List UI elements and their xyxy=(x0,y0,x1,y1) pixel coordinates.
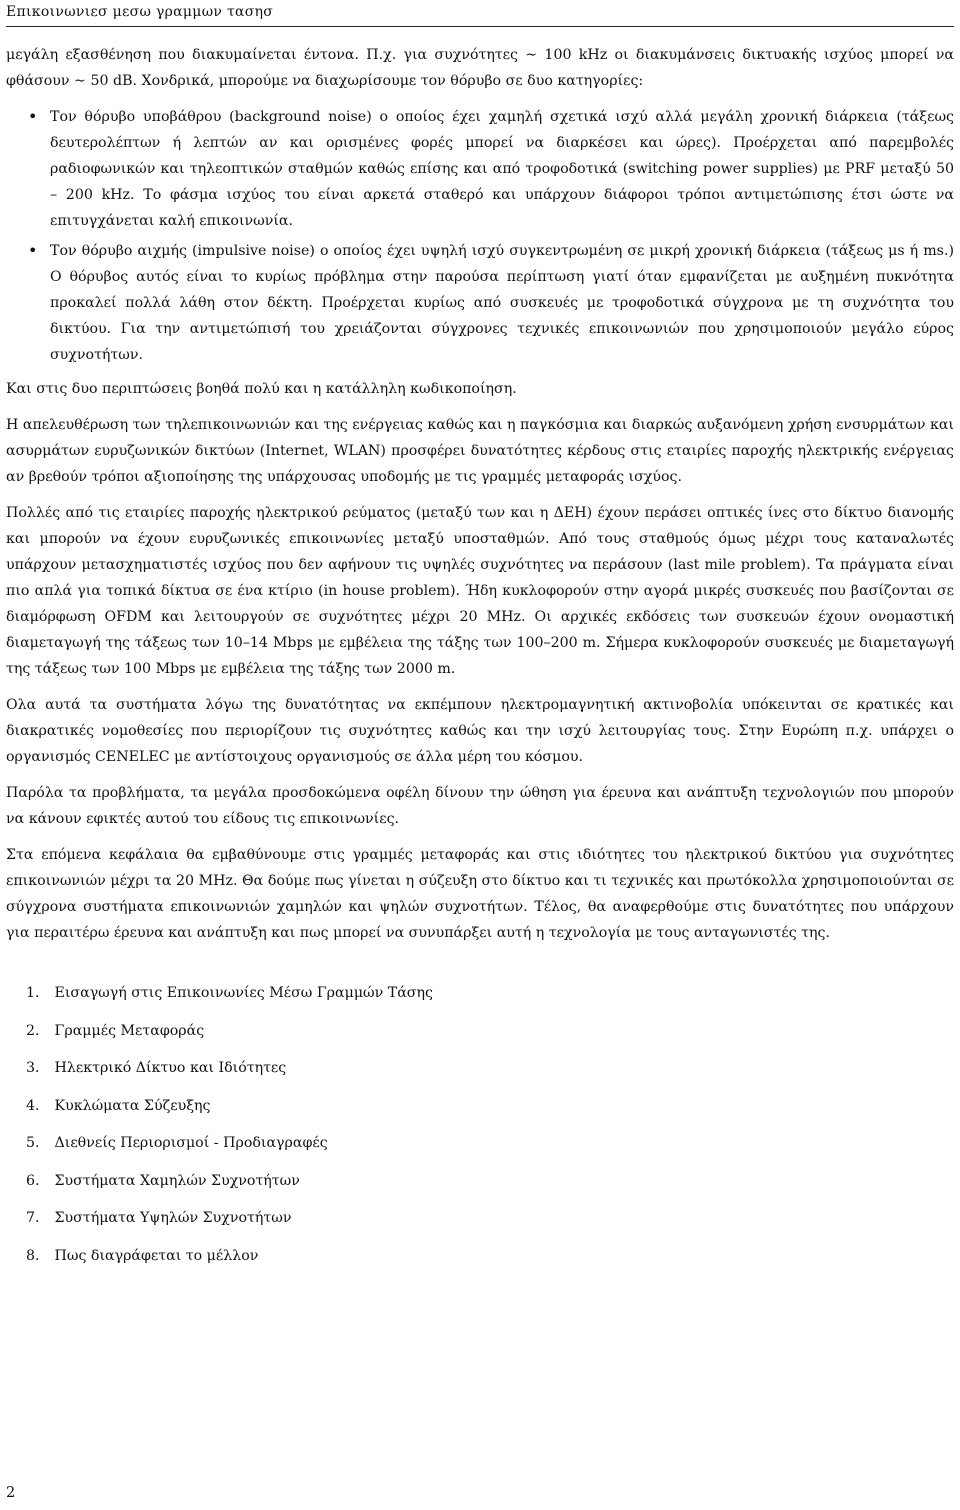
running-header: Επικοινωνιεσ μεσω γραμμων τασησ xyxy=(6,4,954,27)
noise-type-list xyxy=(6,104,954,368)
chapter-number: 7. xyxy=(26,1210,40,1226)
chapter-number: 3. xyxy=(26,1060,40,1076)
chapter-number: 5. xyxy=(26,1135,40,1151)
chapter-title: Εισαγωγή στις Επικοινωνίες Μέσω Γραμμών Τάσης xyxy=(54,985,433,1001)
paragraph-outline: Στα επόμενα κεφάλαια θα εμβαθύνουμε στις γραμμές μεταφοράς και στις ιδιότητες του ηλεκτρικού δικτύου για συχνότητες επικοινωνιών μέχρι τα 20 MHz. Θα δούμε πως γίνεται η σύζευξη στο δίκτυο και τι τεχνικές και πρωτόκολλα χρησιμοποιούνται σε σύγχρονα συστήματα επικοινωνιών χαμηλών και ψηλών συχνοτήτων. Τέλος, θα αναφερθούμε στις δυνατότητες που υπάρχουν για περαιτέρω έρευνα και ανάπτυξη και πως μπορεί να συνυπάρξει αυτή η τεχνολογία με τους ανταγωνιστές της. xyxy=(6,847,954,941)
chapter-item xyxy=(6,1168,954,1206)
paragraph-noise-intro: μεγάλη εξασθένηση που διακυμαίνεται έντονα. Π.χ. για συχνότητες ∼ 100 kHz οι διακυμάνσεις δικτυακής ισχύος μπορεί να φθάσουν ∼ 50 dB. Χονδρικά, μπορούμε να διαχωρίσουμε τον θόρυβο σε δυο κατηγορίες: xyxy=(6,47,954,89)
chapter-title: Ηλεκτρικό Δίκτυο και Ιδιότητες xyxy=(54,1060,287,1076)
paragraph-benefits: Παρόλα τα προβλήματα, τα μεγάλα προσδοκώμενα οφέλη δίνουν την ώθηση για έρευνα και ανάπτυξη τεχνολογιών που μπορούν να κάνουν εφικτές αυτού του είδους τις επικοινωνίες. xyxy=(6,785,954,827)
page-body xyxy=(6,42,954,1280)
chapter-number: 4. xyxy=(26,1097,40,1114)
noise-type-item: • Τον θόρυβο υποβάθρου (background noise) ο οποίος έχει χαμηλή σχετικά ισχύ αλλά μεγάλη χρονική διάρκεια (τάξεως δευτερολέπτων ή λεπτών αν και ορισμένες φορές μπορεί να διαρκέσει και ώρες). Προέρχεται από παρεμβολές ραδιοφωνικών και τηλεοπτικών σταθμών καθώς επίσης και από τροφοδοτικά (switching power supplies) με PRF μεταξύ 50 – 200 kHz. Το φάσμα ισχύος του είναι αρκετά σταθερό και υπάρχουν διάφοροι τρόποι αντιμετώπισης έτσι ώστε να επιτυγχάνεται καλή επικοινωνία. xyxy=(6,104,954,234)
chapter-title: Διεθνείς Περιορισμοί - Προδιαγραφές xyxy=(54,1135,328,1151)
chapter-number: 8. xyxy=(26,1247,40,1264)
chapter-number: 2. xyxy=(26,1022,40,1039)
chapter-item xyxy=(6,1130,954,1168)
chapter-number: 6. xyxy=(26,1172,40,1189)
chapter-item xyxy=(6,1093,954,1131)
chapter-title: Συστήματα Χαμηλών Συχνοτήτων xyxy=(54,1172,300,1189)
chapter-title: Πως διαγράφεται το μέλλον xyxy=(54,1247,259,1264)
paragraph-companies: Πολλές από τις εταιρίες παροχής ηλεκτρικού ρεύματος (μεταξύ των και η ΔΕΗ) έχουν περάσει οπτικές ίνες στο δίκτυο διανομής και μπορούν να έχουν ευρυζωνικές επικοινωνίες μεταξύ υποσταθμών. Από τους σταθμούς όμως μέχρι τους καταναλωτές υπάρχουν μετασχηματιστές ισχύος που δεν αφήνουν τις υψηλές συχνότητες να περάσουν (last mile problem). Τα πράγματα είναι πιο απλά για τοπικά δίκτυα σε ένα κτίριο (in house problem). Ήδη κυκλοφορούν στην αγορά μικρές συσκευές που βασίζονται σε διαμόρφωση OFDM και λειτουργούν σε συχνότητες μέχρι 20 MHz. Οι αρχικές εκδόσεις των συσκευών έχουν ονομαστική διαμεταγωγή της τάξεως των 10–14 Mbps με εμβέλεια της τάξης των 100–200 m. Σήμερα κυκλοφορούν συσκευές με διαμεταγωγή της τάξεως των 100 Mbps με εμβέλεια της τάξης των 2000 m. xyxy=(6,505,954,677)
chapter-item xyxy=(6,980,954,1018)
paragraph-coding: Και στις δυο περιπτώσεις βοηθά πολύ και η κατάλληλη κωδικοποίηση. xyxy=(6,381,517,397)
chapter-list xyxy=(6,980,954,1280)
paragraph-regulation: Ολα αυτά τα συστήματα λόγω της δυνατότητας να εκπέμπουν ηλεκτρομαγνητική ακτινοβολία υπόκεινται σε κρατικές και διακρατικές νομοθεσίες που περιορίζουν τις συχνότητες καθώς και την ισχύ λειτουργίας τους. Στην Ευρώπη π.χ. υπάρχει ο οργανισμός CENELEC με αντίστοιχους οργανισμούς σε άλλα μέρη του κόσμου. xyxy=(6,697,954,765)
chapter-title: Κυκλώματα Σύζευξης xyxy=(54,1097,211,1114)
chapter-item xyxy=(6,1243,954,1281)
chapter-number: 1. xyxy=(26,985,40,1001)
chapter-item xyxy=(6,1205,954,1243)
page-number: 2 xyxy=(6,1485,16,1501)
chapter-title: Γραμμές Μεταφοράς xyxy=(54,1022,205,1039)
chapter-title: Συστήματα Υψηλών Συχνοτήτων xyxy=(54,1210,292,1226)
chapter-item xyxy=(6,1018,954,1056)
noise-type-item: • Τον θόρυβο αιχμής (impulsive noise) ο οποίος έχει υψηλή ισχύ συγκεντρωμένη σε μικρή χρονική διάρκεια (τάξεως μs ή ms.) Ο θόρυβος αυτός είναι το κυρίως πρόβλημα στην παρούσα περίπτωση γιατί όταν εμφανίζεται με αυξημένη πυκνότητα προκαλεί πολλά λάθη στον δέκτη. Προέρχεται κυρίως από συσκευές με τροφοδοτικά σύγχρονα με τη συχνότητα του δικτύου. Για την αντιμετώπισή του χρειάζονται σύγχρονες τεχνικές επικοινωνιών που χρησιμοποιούν μεγάλο εύρος συχνοτήτων. xyxy=(6,238,954,368)
chapter-item xyxy=(6,1055,954,1093)
paragraph-deregulation: Η απελευθέρωση των τηλεπικοινωνιών και της ενέργειας καθώς και η παγκόσμια και διαρκώς αυξανόμενη χρήση ενσυρμάτων και ασυρμάτων ευρυζωνικών δικτύων (Internet, WLAN) προσφέρει δυνατότητες κέρδους στις εταιρίες παροχής ηλεκτρικής ενέργειας αν βρεθούν τρόποι αξιοποίησης της υπάρχουσας υποδομής με τις γραμμές μεταφοράς ισχύος. xyxy=(6,417,954,485)
